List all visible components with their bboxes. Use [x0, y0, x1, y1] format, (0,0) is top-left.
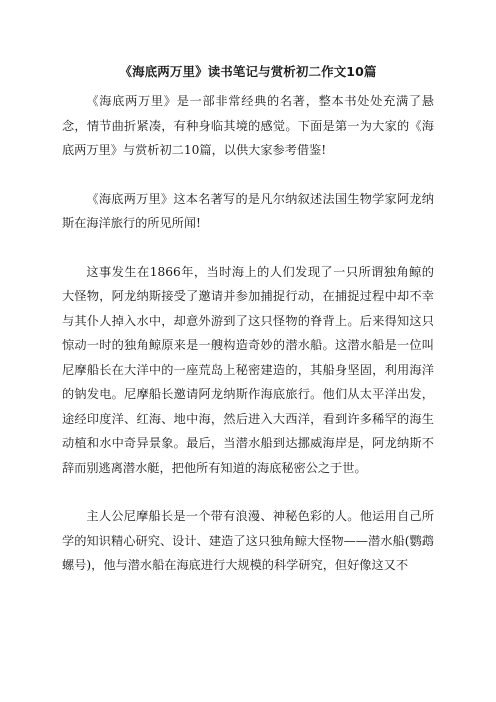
paragraph-summary: 《海底两万里》这本名著写的是凡尔纳叙述法国生物学家阿龙纳斯在海洋旅行的所见所闻!	[62, 191, 434, 230]
paragraph-gap	[62, 236, 434, 260]
paragraph-gap	[62, 163, 434, 187]
paragraph-gap	[62, 480, 434, 504]
document-page	[62, 64, 434, 578]
paragraph-intro: 《海底两万里》是一部非常经典的名著，整本书处处充满了悬念，情节曲折紧凑，有种身临其境的感觉。下面是第一为大家的《海底两万里》与赏析初二10篇，以供大家参考借鉴!	[62, 94, 434, 157]
document-title: 《海底两万里》读书笔记与赏析初二作文10篇	[119, 64, 377, 79]
paragraph-plot: 这事发生在1866年，当时海上的人们发现了一只所谓独角鲸的大怪物，阿龙纳斯接受了邀请并参加捕捉行动，在捕捉过程中却不幸与其仆人掉入水中，却意外游到了这只怪物的脊背上。后来得知这只惊动一时的独角鲸原来是一艘构造奇妙的潜水船。这潜水船是一位叫尼摩船长在大洋中的一座荒岛上秘密建造的，其船身坚固，利用海洋的钠发电。尼摩船长邀请阿龙纳斯作海底旅行。他们从太平洋出发，途经印度洋、红海、地中海，然后进入大西洋，看到许多稀罕的海生动植和水中奇异景象。最后，当潜水船到达挪威海岸是，阿龙纳斯不辞而别逃离潜水艇，把他所有知道的海底秘密公之于世。	[62, 264, 434, 475]
paragraph-character: 主人公尼摩船长是一个带有浪漫、神秘色彩的人。他运用自己所学的知识精心研究、设计、建造了这只独角鲸大怪物——潜水船(鹦鹉螺号)，他与潜水船在海底进行大规模的科学研究，但好像这又不	[62, 509, 434, 572]
